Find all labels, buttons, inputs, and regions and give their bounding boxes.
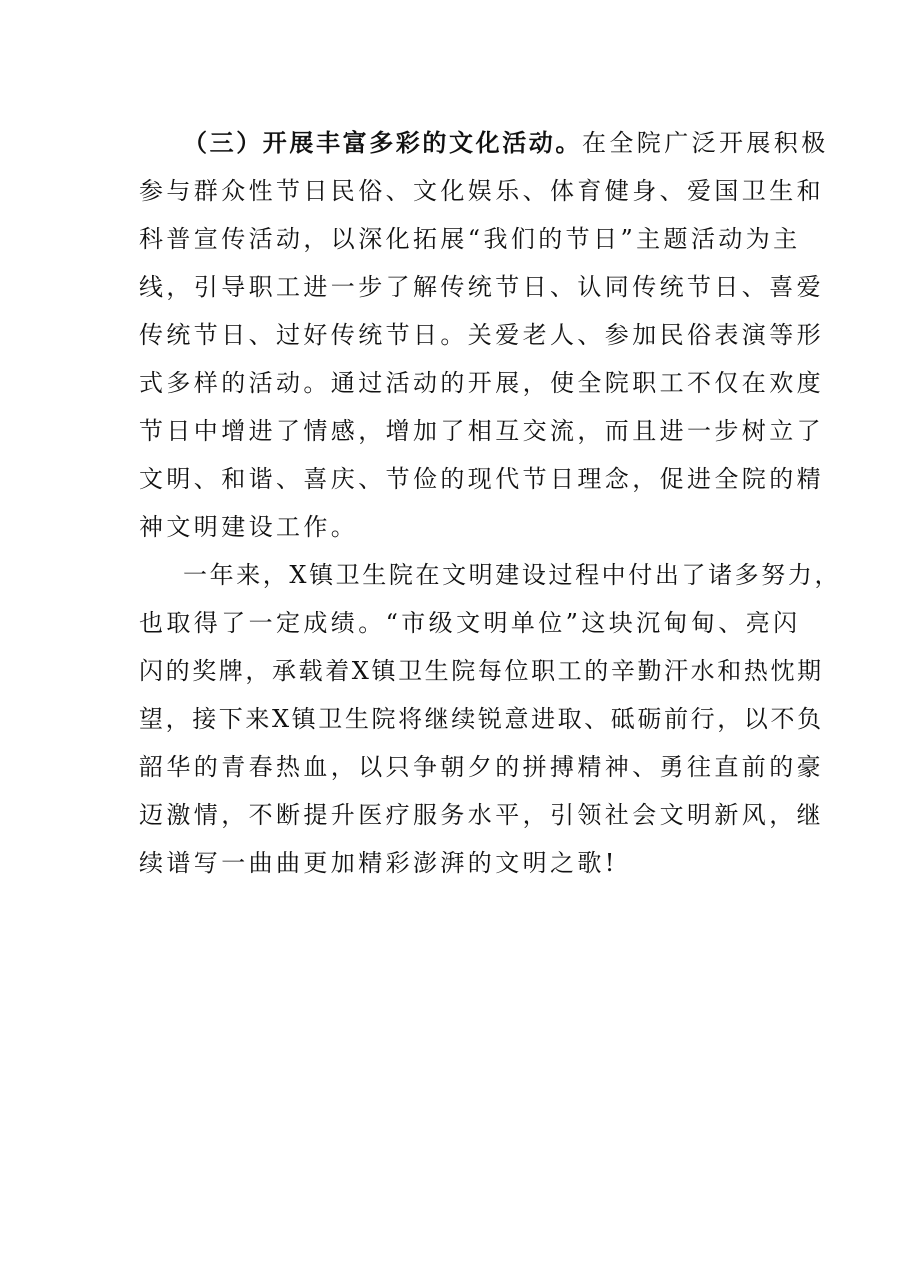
- paragraph-2-line-3: 闪的奖牌，承载着X镇卫生院每位职工的辛勤汗水和热忱期: [139, 657, 824, 685]
- paragraph-1-line-4: 线，引导职工进一步了解传统节日、认同传统节日、喜爱: [139, 273, 824, 301]
- paragraph-1-line-7: 节日中增进了情感，增加了相互交流，而且进一步树立了: [139, 417, 824, 445]
- paragraph-2-line-5: 韶华的青春热血，以只争朝夕的拼搏精神、勇往直前的豪: [139, 753, 824, 781]
- paragraph-2-line-4: 望，接下来X镇卫生院将继续锐意进取、砥砺前行，以不负: [139, 705, 824, 733]
- paragraph-1-line-3: 科普宣传活动，以深化拓展“我们的节日”主题活动为主: [139, 225, 801, 253]
- section-heading: （三）开展丰富多彩的文化活动。: [183, 129, 582, 157]
- paragraph-1-line-8: 文明、和谐、喜庆、节俭的现代节日理念，促进全院的精: [139, 465, 824, 493]
- paragraph-2-line-6: 迈激情，不断提升医疗服务水平，引领社会文明新风，继: [139, 801, 824, 829]
- paragraph-1-line-9: 神文明建设工作。: [139, 513, 359, 541]
- paragraph-2-line-2: 也取得了一定成绩。“市级文明单位”这块沉甸甸、亮闪: [139, 609, 801, 637]
- paragraph-1-line-6: 式多样的活动。通过活动的开展，使全院职工不仅在欢度: [139, 369, 824, 397]
- paragraph-1-text: 在全院广泛开展积极: [582, 129, 829, 157]
- paragraph-1-line-1: [183, 128, 829, 158]
- paragraph-1-line-5: 传统节日、过好传统节日。关爱老人、参加民俗表演等形: [139, 321, 824, 349]
- paragraph-1-line-2: 参与群众性节日民俗、文化娱乐、体育健身、爱国卫生和: [139, 177, 824, 205]
- paragraph-2-line-1: 一年来，X镇卫生院在文明建设过程中付出了诸多努力，: [183, 561, 842, 589]
- paragraph-2-line-7: 续谱写一曲曲更加精彩澎湃的文明之歌!: [139, 849, 618, 877]
